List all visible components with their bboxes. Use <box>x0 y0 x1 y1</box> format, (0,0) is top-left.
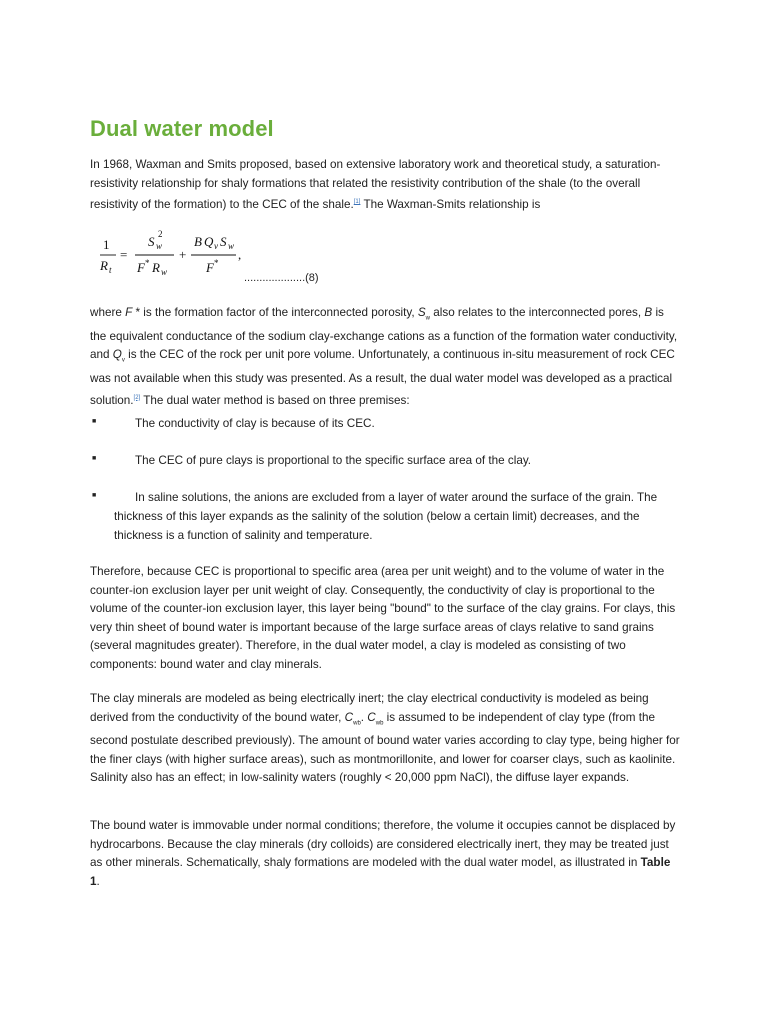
p5-text-1: The bound water is immovable under normal conditions; therefore, the volume it occupies cannot be displaced by hydrocarbons. Because the clay minerals (dry colloids) are considered electrically inert, they may be treated just as other minerals. Schematically, shaly formations are modeled with the dual water model, as illustrated in <box>90 819 676 869</box>
p4-text-2: . <box>360 710 368 724</box>
p2-text-5: is the CEC of the rock per unit pore volume. Unfortunately, a continuous in-situ measurement of rock CEC was not available when this study was presented. As a result, the dual water model was developed as a practical solution. <box>90 348 675 407</box>
p4-Cwb-symbol-2: C <box>367 710 376 724</box>
bullet-marker: ■ <box>92 455 97 462</box>
p2-Q-symbol: Q <box>112 348 122 362</box>
eq-t2-num-B: B <box>194 234 202 249</box>
p2-text-2: * is the formation factor of the interconnected porosity, <box>132 306 418 319</box>
eq-t1-den-star: * <box>145 258 150 268</box>
bullet-item: In saline solutions, the anions are excluded from a layer of water around the surface of the grain. The thickness of this layer expands as the salinity of the solution (below a certain limit) decreases, and the thickness is a function of salinity and temperature. <box>114 491 658 542</box>
bullet-item: The CEC of pure clays is proportional to the specific surface area of the clay. <box>135 454 532 467</box>
eq-lhs-numerator: 1 <box>103 237 110 252</box>
eq-t2-num-Q: Q <box>204 234 214 249</box>
eq-t1-num-sup: 2 <box>158 229 163 239</box>
p2-B-symbol: B <box>644 306 653 319</box>
immovable-water-paragraph <box>90 817 680 891</box>
intro-paragraph <box>90 156 680 214</box>
p2-text-6: The dual water method is based on three premises: <box>140 393 410 407</box>
eq-t2-den-F: F <box>206 260 214 275</box>
eq-lhs-den-sub: t <box>109 265 112 275</box>
p2-Sw-sub: w <box>425 315 430 322</box>
eq-t2-num-Ssub: w <box>228 241 235 251</box>
definitions-paragraph <box>90 304 680 410</box>
p2-text-3: also relates to the interconnected pores, <box>430 306 645 319</box>
eq-t1-den-F: F <box>137 260 145 275</box>
p4-Cwb-symbol: C <box>344 710 354 724</box>
eq-t1-den-R: R <box>152 260 160 275</box>
p2-text-4: is the equivalent conductance of the sodium clay-exchange cations as a function of the formation water conductivity, and <box>90 306 678 362</box>
bound-water-paragraph: Therefore, because CEC is proportional to specific area (area per unit weight) and to the volume of water in the counter-ion exclusion layer per unit weight of clay. Consequently, the conductivity of clay is proportional to the volume of the counter-ion exclusion layer, this layer being "bound" to the surface of the clay grains. For clays, this very thin sheet of bound water is important because of the large surface areas of clays relative to sand grains (several magnitudes greater). Therefore, in the dual water model, a clay is modeled as consisting of two components: bound water and clay minerals. <box>90 565 676 671</box>
eq-t2-den-star: * <box>214 258 219 268</box>
p2-Sw-symbol: S <box>417 306 426 319</box>
p4-Cwb-sub-2: wb <box>375 719 384 726</box>
eq-plus: + <box>179 247 187 262</box>
p4-text-3: is assumed to be independent of clay type (from the second postulate described previously). The amount of bound water varies according to clay type, being higher for the finer clays (with higher surface areas), such as montmorillonite, and lower for coarser clays, such as kaolinite. Salinity also has an effect; in low-salinity waters (roughly < 20,000 ppm NaCl), the diffuse layer expands. <box>90 710 680 785</box>
bullet-marker: ■ <box>92 418 97 425</box>
p5-text-2: . <box>96 874 100 888</box>
bullet-marker: ■ <box>92 492 97 499</box>
eq-equals: = <box>120 247 128 262</box>
eq-t1-num-sub: w <box>156 241 163 251</box>
p2-text-1: where <box>90 306 126 319</box>
p4-Cwb-sub: wb <box>353 719 361 726</box>
table-1-reference[interactable]: Table 1 <box>90 856 671 888</box>
equation-number: ....................(8) <box>244 272 319 284</box>
eq-t2-num-S: S <box>220 234 227 249</box>
reference-link-1[interactable]: [1] <box>353 199 361 205</box>
section-heading: Dual water model <box>90 116 274 141</box>
intro-text: In 1968, Waxman and Smits proposed, based on extensive laboratory work and theoretical study, a saturation-resistivity relationship for shaly formations that related the resistivity contribution of the shale (to the overall resistivity of the formation) to the CEC of the shale. <box>90 158 661 211</box>
eq-t1-den-Rsub: w <box>161 267 168 277</box>
clay-minerals-paragraph <box>90 690 680 788</box>
p2-Q-sub: v <box>121 357 125 364</box>
eq-t2-num-Qsub: v <box>214 241 218 251</box>
eq-lhs-den-base: R <box>100 258 108 273</box>
eq-comma: , <box>238 247 242 262</box>
intro-tail: The Waxman-Smits relationship is <box>360 197 541 211</box>
p2-F-symbol: F <box>125 306 133 319</box>
eq-t1-num-base: S <box>148 234 155 249</box>
reference-link-2[interactable]: [2] <box>133 394 141 401</box>
bullet-item: The conductivity of clay is because of its CEC. <box>135 417 375 430</box>
p4-text-1: The clay minerals are modeled as being electrically inert; the clay electrical conductivity is modeled as being derived from the conductivity of the bound water, <box>90 692 649 724</box>
